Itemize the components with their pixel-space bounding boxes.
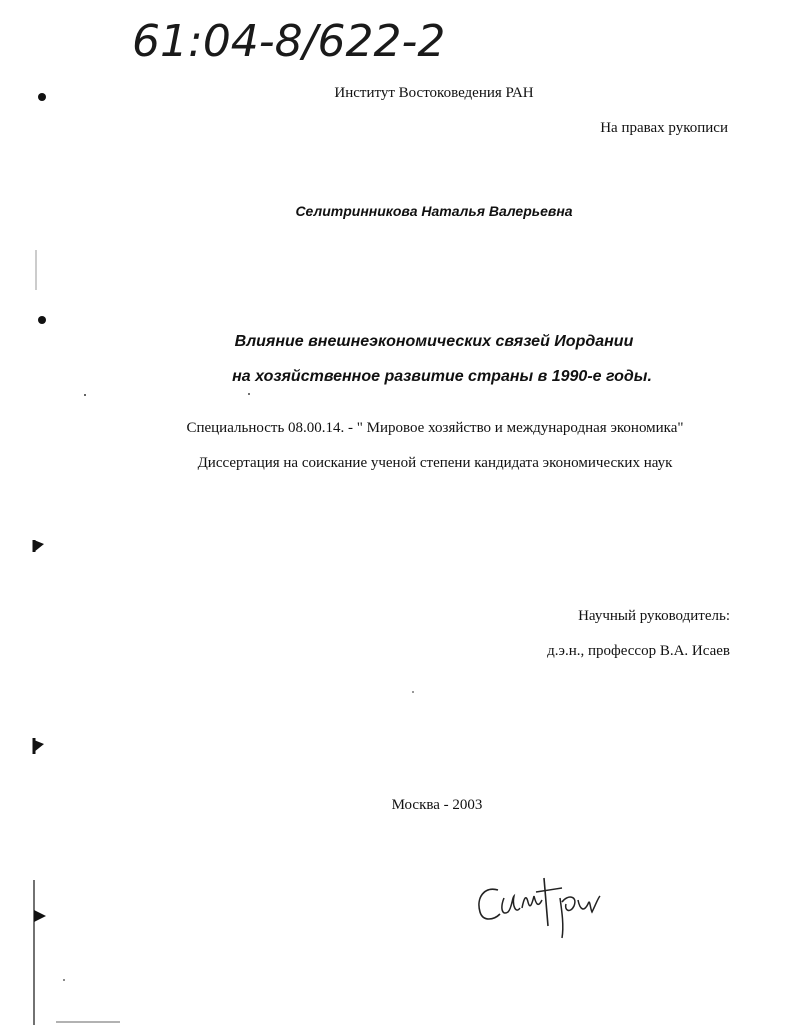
- place-and-year: Москва - 2003: [391, 797, 483, 813]
- supervisor-name: д.э.н., профессор В.А. Исаев: [547, 643, 730, 659]
- institute-name: Институт Востоковедения РАН: [334, 85, 534, 101]
- author-name: Селитринникова Наталья Валерьевна: [295, 203, 573, 219]
- supervisor-label: Научный руководитель:: [578, 608, 730, 624]
- dissertation-degree-line: Диссертация на соискание ученой степени кандидата экономических наук: [197, 455, 673, 471]
- thesis-title-line-1: Влияние внешнеэкономических связей Иордании: [234, 333, 634, 350]
- specialty-line: Специальность 08.00.14. - " Мировое хозяйство и международная экономика": [186, 420, 684, 436]
- archive-code: [128, 4, 548, 76]
- scan-margin-marks: [0, 0, 120, 1025]
- rights-note: На правах рукописи: [600, 120, 728, 136]
- archive-code-text: 61:04-8/622-2: [132, 16, 446, 67]
- scan-speck: [400, 680, 420, 700]
- scan-speck: [240, 385, 260, 405]
- thesis-title-line-2: на хозяйственное развитие страны в 1990-е годы.: [232, 368, 652, 385]
- handwritten-signature: [470, 868, 620, 948]
